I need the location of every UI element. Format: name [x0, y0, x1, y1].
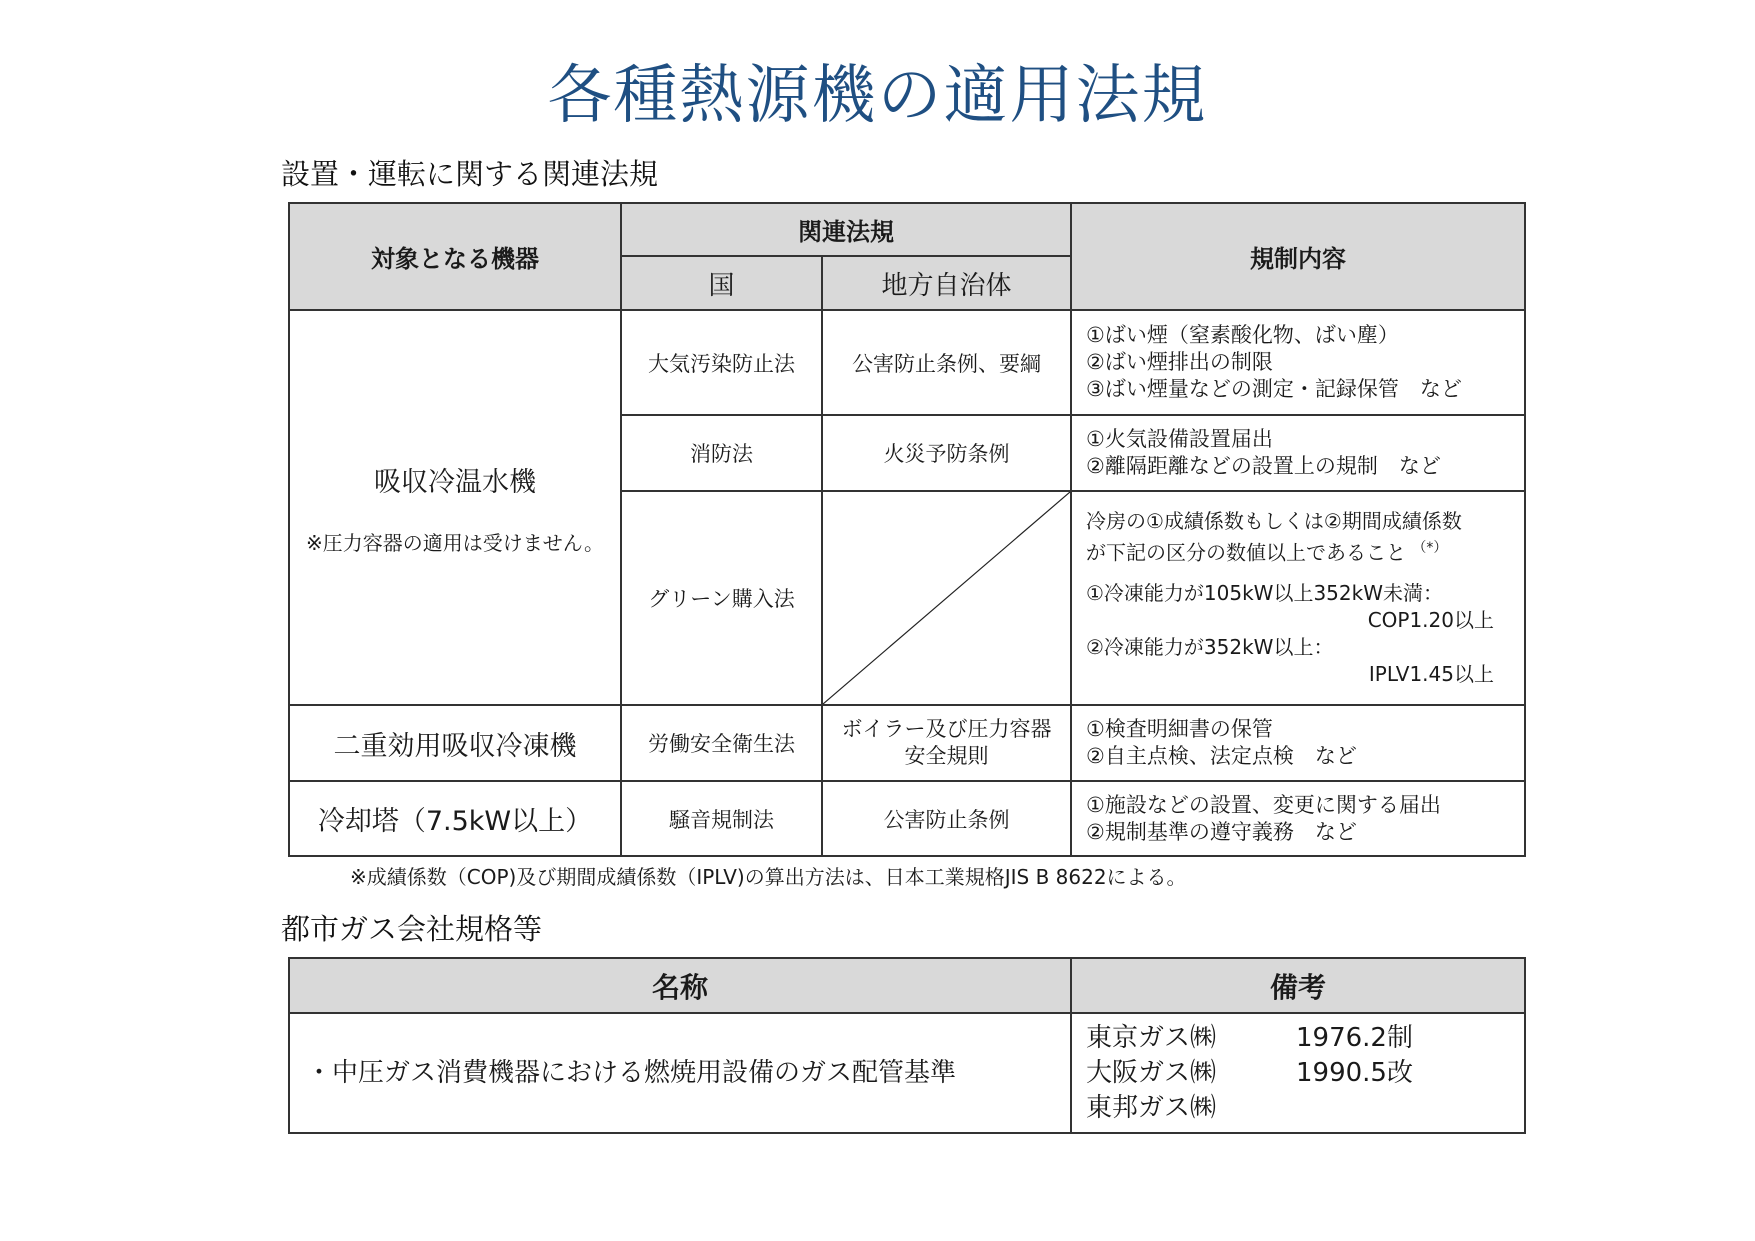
local-law: ボイラー及び圧力容器 安全規則: [822, 705, 1071, 781]
content-line: ①火気設備設置届出: [1086, 427, 1273, 451]
section-heading-regulations: 設置・運転に関する関連法規: [281, 157, 659, 191]
device-double-effect-chiller: 二重効用吸収冷凍機: [289, 705, 621, 781]
page-title: 各種熱源機の適用法規: [547, 59, 1208, 133]
header-local: 地方自治体: [822, 256, 1071, 310]
content-line: 冷房の①成績係数もしくは②期間成績係数: [1086, 508, 1462, 533]
device-cooling-tower: 冷却塔（7.5kW以上）: [289, 781, 621, 856]
content-line: ①ばい煙（窒素酸化物、ばい塵）: [1086, 323, 1399, 347]
table-row: [289, 1013, 1525, 1133]
diagonal-slash: [823, 492, 1070, 704]
footnote: ※成績係数（COP)及び期間成績係数（IPLV)の算出方法は、日本工業規格JIS B 8622による。: [350, 865, 1187, 889]
content-line: ①検査明細書の保管: [1086, 717, 1273, 741]
footnote-mark: （*）: [1412, 539, 1448, 556]
content-line: ②離隔距離などの設置上の規制 など: [1086, 454, 1441, 478]
content-line: ③ばい煙量などの測定・記録保管 など: [1086, 377, 1462, 401]
remarks-cell: [1071, 1013, 1525, 1133]
local-law: 公害防止条例、要綱: [822, 310, 1071, 415]
header-name: 名称: [289, 958, 1071, 1013]
content-line: ①冷凍能力が105kW以上352kW未満：: [1086, 581, 1443, 606]
content-line: が下記の区分の数値以上であること （*）: [1086, 539, 1448, 565]
not-applicable-cell: [822, 491, 1071, 705]
standard-name: ・中圧ガス消費機器における燃焼用設備のガス配管基準: [289, 1013, 1071, 1133]
content-line: ①施設などの設置、変更に関する届出: [1086, 792, 1441, 817]
content-line: ②ばい煙排出の制限: [1086, 350, 1273, 374]
content-line: ②冷凍能力が352kW以上：: [1086, 635, 1334, 660]
regulation-content: [1071, 310, 1525, 415]
remark-line: 東邦ガス㈱: [1086, 1092, 1217, 1123]
regulation-content: [1071, 781, 1525, 856]
local-law: 公害防止条例: [822, 781, 1071, 856]
criterion-value: COP1.20以上: [1367, 608, 1494, 633]
national-law: 大気汚染防止法: [621, 310, 822, 415]
device-name: 吸収冷温水機: [374, 466, 536, 498]
criterion-value: IPLV1.45以上: [1368, 662, 1494, 687]
national-law: グリーン購入法: [621, 491, 822, 705]
header-national: 国: [621, 256, 822, 310]
gas-standards-table: [288, 957, 1526, 1134]
content-line: ②自主点検、法定点検 など: [1086, 744, 1357, 768]
header-related-laws: 関連法規: [621, 203, 1071, 256]
regulation-content: [1071, 491, 1525, 705]
remark-line: 大阪ガス㈱ 1990.5改: [1086, 1057, 1413, 1088]
table-row: [289, 705, 1525, 781]
section-heading-gas-standards: 都市ガス会社規格等: [281, 912, 543, 946]
header-remarks: 備考: [1071, 958, 1525, 1013]
national-law: 消防法: [621, 415, 822, 491]
table-row: [289, 310, 1525, 415]
device-note: ※圧力容器の適用は受けません。: [306, 530, 604, 555]
remark-line: 東京ガス㈱ 1976.2制: [1086, 1022, 1413, 1053]
header-content: 規制内容: [1071, 203, 1525, 310]
national-law: 労働安全衛生法: [621, 705, 822, 781]
table-row: [289, 781, 1525, 856]
device-absorption-chiller: [289, 310, 621, 705]
regulations-table: [288, 202, 1526, 857]
regulation-content: [1071, 415, 1525, 491]
regulation-content: [1071, 705, 1525, 781]
national-law: 騒音規制法: [621, 781, 822, 856]
local-law: 火災予防条例: [822, 415, 1071, 491]
content-line: ②規制基準の遵守義務 など: [1086, 819, 1357, 844]
header-target: 対象となる機器: [289, 203, 621, 310]
